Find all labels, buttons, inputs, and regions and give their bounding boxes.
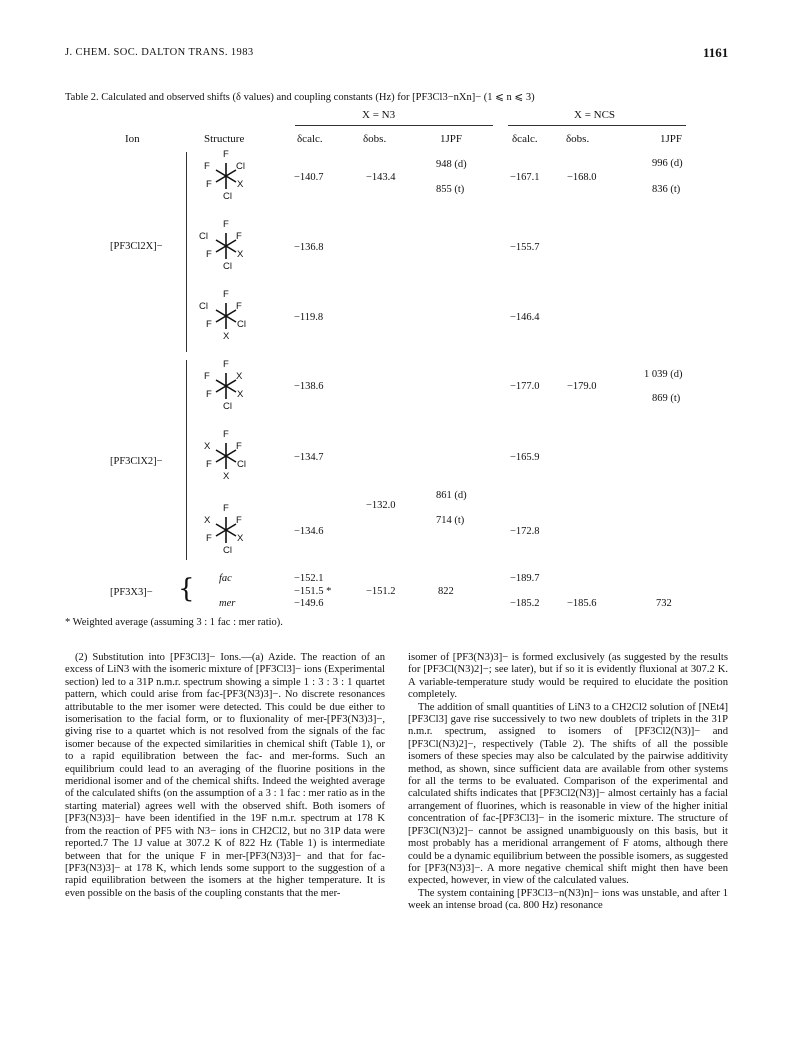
ion-pf3clx2: [PF3ClX2]−: [110, 456, 163, 467]
bond-line: [226, 530, 236, 536]
atom-label-ul: Cl: [199, 301, 208, 312]
row2-ncs-calc: −155.7: [510, 242, 540, 253]
x3-ncs-obs: −185.6: [567, 598, 597, 609]
x3-j: 822: [438, 586, 454, 597]
row5-calc: −134.7: [294, 452, 324, 463]
row1-calc: −140.7: [294, 172, 324, 183]
row1-ncs-obs: −168.0: [567, 172, 597, 183]
atom-label-lr: X: [237, 249, 244, 260]
octahedral-structure: [226, 386, 227, 387]
bond-line: [226, 240, 236, 246]
atom-label-bottom: Cl: [223, 401, 232, 412]
row4-ncs-obs: −179.0: [567, 381, 597, 392]
atom-label-top: F: [223, 503, 229, 514]
atom-label-ll: F: [206, 389, 212, 400]
page-number: 1161: [703, 45, 729, 60]
atom-label-ul: Cl: [199, 231, 208, 242]
atom-label-lr: Cl: [237, 319, 246, 330]
col-j-ncs: 1JPF: [660, 133, 683, 145]
atom-label-ur: F: [236, 231, 242, 242]
bond-line: [216, 380, 226, 386]
row6-j-triplet: 714 (t): [436, 515, 465, 526]
octahedral-structure: [226, 456, 227, 457]
atom-label-ll: F: [206, 459, 212, 470]
x3-ncs-j: 732: [656, 598, 672, 609]
group-header-ncs: X = NCS: [574, 109, 616, 121]
x3-ncs-fac: −189.7: [510, 573, 540, 584]
bond-line: [216, 456, 226, 462]
row3-ncs-calc: −146.4: [510, 312, 540, 323]
atom-label-bottom: Cl: [223, 545, 232, 556]
atom-label-bottom: X: [223, 471, 230, 482]
x3-obs: −151.2: [366, 586, 396, 597]
group-rule-n3: [295, 125, 493, 126]
paragraph: (2) Substitution into [PF3Cl3]− Ions.—(a) Azide. The reaction of an excess of LiN3 with the isomeric mixture of [PF3Cl3]− ions (Experimental section) led to a 31P n.m.r. spectrum showing a simple 1 : 3 : 3 : 1 quartet pattern, which could arise from fac-[PF3(N3)3]−. No discrete resonances attributable to the mer isomer were detected. This could be due either to isomerisation to the facial form, or to fluxionality of mer-[PF3(N3)3]−, giving rise to a quartet which is not resolved from the signals of the fac isomer because of the expected similarities in chemical shift (Table 1), or to a rapid equilibration between the fac- and mer-forms. Such an equilibrium could lead to an averaging of the fluorine positions in the meridional isomer and of the chemical shifts. Indeed the weighted average of the calculated shifts (on the assumption of a 3 : 1 fac : mer ratio as in the starting material) agrees well with the observed shift. Both isomers of [PF3(N3)3]− have been identified in the 19F n.m.r. spectrum at 178 K from the reaction of PF5 with N3− ions in CH2Cl2, but no 31P data were reported.7 The 1J value at 307.2 K of 822 Hz (Table 1) is intermediate between that for the unique F in mer-[PF3(N3)3]− and that for fac-[PF3(N3)3]− at 178 K, which lends some support to the suggestion of a rapid equilibration between the isomers at the higher temperature. It is even possible on the basis of the coupling constants that the mer-: [65, 652, 385, 899]
bond-line: [226, 170, 236, 176]
fac-calc: −152.1: [294, 573, 324, 584]
bond-line: [216, 170, 226, 176]
bond-line: [226, 316, 236, 322]
bond-line: [226, 310, 236, 316]
atom-label-top: F: [223, 219, 229, 230]
row4-ncs-calc: −177.0: [510, 381, 540, 392]
bond-line: [226, 380, 236, 386]
row1-obs: −143.4: [366, 172, 396, 183]
atom-label-lr: X: [237, 533, 244, 544]
octahedral-structure: [226, 316, 227, 317]
row3-calc: −119.8: [294, 312, 324, 323]
bond-line: [226, 524, 236, 530]
atom-label-lr: Cl: [237, 459, 246, 470]
brace-group-3: {: [178, 574, 195, 604]
journal-header: J. CHEM. SOC. DALTON TRANS. 1983: [65, 47, 254, 58]
atom-label-lr: X: [237, 389, 244, 400]
col-j-n3: 1JPF: [440, 133, 463, 145]
group-header-n3: X = N3: [362, 109, 396, 121]
atom-label-ul: X: [204, 515, 211, 526]
avg-calc: −151.5 *: [294, 586, 332, 597]
bond-line: [216, 316, 226, 322]
row1-j-doublet: 948 (d): [436, 159, 467, 170]
bond-line: [216, 310, 226, 316]
row4-calc: −138.6: [294, 381, 324, 392]
bond-line: [226, 176, 236, 182]
x3-ncs-mer: −185.2: [510, 598, 540, 609]
brace-group-1: [186, 152, 187, 352]
bond-line: [216, 524, 226, 530]
bond-line: [226, 386, 236, 392]
group-rule-ncs: [508, 125, 686, 126]
col-obs-ncs: δobs.: [566, 133, 590, 145]
col-structure: Structure: [204, 133, 245, 145]
bond-line: [216, 176, 226, 182]
mer-calc: −149.6: [294, 598, 324, 609]
col-obs-n3: δobs.: [363, 133, 387, 145]
atom-label-lr: X: [237, 179, 244, 190]
bond-line: [216, 530, 226, 536]
bond-line: [226, 456, 236, 462]
bond-line: [226, 246, 236, 252]
paragraph: isomer of [PF3(N3)3]− is formed exclusively (as suggested by the results for [PF3Cl(N3)2]−; see later), but if so it is evidently fluxional at 307.2 K. A variable-temperature study would be required to elucidate the position completely.: [408, 652, 728, 701]
atom-label-ul: X: [204, 441, 211, 452]
bond-line: [216, 240, 226, 246]
label-fac: fac: [219, 573, 232, 584]
label-mer: mer: [219, 598, 236, 609]
atom-label-ll: F: [206, 179, 212, 190]
col-calc-n3: δcalc.: [297, 133, 323, 145]
row2-calc: −136.8: [294, 242, 324, 253]
atom-label-ll: F: [206, 319, 212, 330]
atom-label-ll: F: [206, 533, 212, 544]
bond-line: [216, 386, 226, 392]
atom-label-bottom: X: [223, 331, 230, 342]
row6-ncs-calc: −172.8: [510, 526, 540, 537]
atom-label-ur: F: [236, 441, 242, 452]
octahedral-structure: [226, 246, 227, 247]
paragraph: The addition of small quantities of LiN3 to a CH2Cl2 solution of [NEt4][PF3Cl3] gave rise successively to two new doublets of triplets in the 31P n.m.r. spectrum, assigned to isomers of [PF3Cl2(N3)]− and [PF3Cl(N3)2]−, respectively (Table 2). The shifts of all the possible isomers of these species may also be calculated by the pairwise additivity method, as shown, since sufficient data are available from other systems for all the terms to be evaluated. Comparison of the experimental and calculated shifts indicates that [PF3Cl2(N3)]− almost certainly has a facial arrangement of fluorines, which is reasonable in view of the higher initial concentration of fac-[PF3Cl3]− in the isomeric mixture. The structure of [PF3Cl(N3)2]− cannot be assigned unambiguously on this basis, but it most probably has a meridional arrangement of F atoms, although there could be a dynamic equilibrium between the possible isomers, as suggested for [PF3(N3)3]−. A more negative chemical shift might then have been expected, however, in view of the calculated values.: [408, 701, 728, 887]
body-right-column: [408, 652, 728, 913]
table-caption: Table 2. Calculated and observed shifts (δ values) and coupling constants (Hz) for [PF3Cl3−nXn]− (1 ⩽ n ⩽ 3): [65, 92, 535, 103]
row4-ncs-j-doublet: 1 039 (d): [644, 369, 683, 380]
atom-label-top: F: [223, 429, 229, 440]
atom-label-ur: X: [236, 371, 243, 382]
atom-label-top: F: [223, 149, 229, 160]
paragraph: The system containing [PF3Cl3−n(N3)n]− ions was unstable, and after 1 week an intense broad (ca. 800 Hz) resonance: [408, 887, 728, 912]
atom-label-top: F: [223, 359, 229, 370]
atom-label-ul: F: [204, 161, 210, 172]
col-calc-ncs: δcalc.: [512, 133, 538, 145]
body-left-column: [65, 652, 385, 900]
atom-label-ll: F: [206, 249, 212, 260]
ion-pf3x3: [PF3X3]−: [110, 587, 153, 598]
octahedral-structure: [226, 530, 227, 531]
brace-group-2: [186, 360, 187, 560]
row4-ncs-j-triplet: 869 (t): [652, 393, 681, 404]
row5-ncs-calc: −165.9: [510, 452, 540, 463]
row6-j-doublet: 861 (d): [436, 490, 467, 501]
row6-calc: −134.6: [294, 526, 324, 537]
atom-label-ul: F: [204, 371, 210, 382]
atom-label-bottom: Cl: [223, 261, 232, 272]
bond-line: [216, 246, 226, 252]
bond-line: [226, 450, 236, 456]
atom-label-ur: F: [236, 515, 242, 526]
table-footnote: * Weighted average (assuming 3 : 1 fac : mer ratio).: [65, 617, 283, 628]
row1-ncs-j-triplet: 836 (t): [652, 184, 681, 195]
atom-label-ur: F: [236, 301, 242, 312]
octahedral-structure: [226, 176, 227, 177]
atom-label-top: F: [223, 289, 229, 300]
row6-obs: −132.0: [366, 500, 396, 511]
row1-ncs-calc: −167.1: [510, 172, 540, 183]
atom-label-ur: Cl: [236, 161, 245, 172]
atom-label-bottom: Cl: [223, 191, 232, 202]
bond-line: [216, 450, 226, 456]
col-ion: Ion: [125, 133, 140, 145]
row1-j-triplet: 855 (t): [436, 184, 465, 195]
row1-ncs-j-doublet: 996 (d): [652, 158, 683, 169]
ion-pf3cl2x: [PF3Cl2X]−: [110, 241, 163, 252]
